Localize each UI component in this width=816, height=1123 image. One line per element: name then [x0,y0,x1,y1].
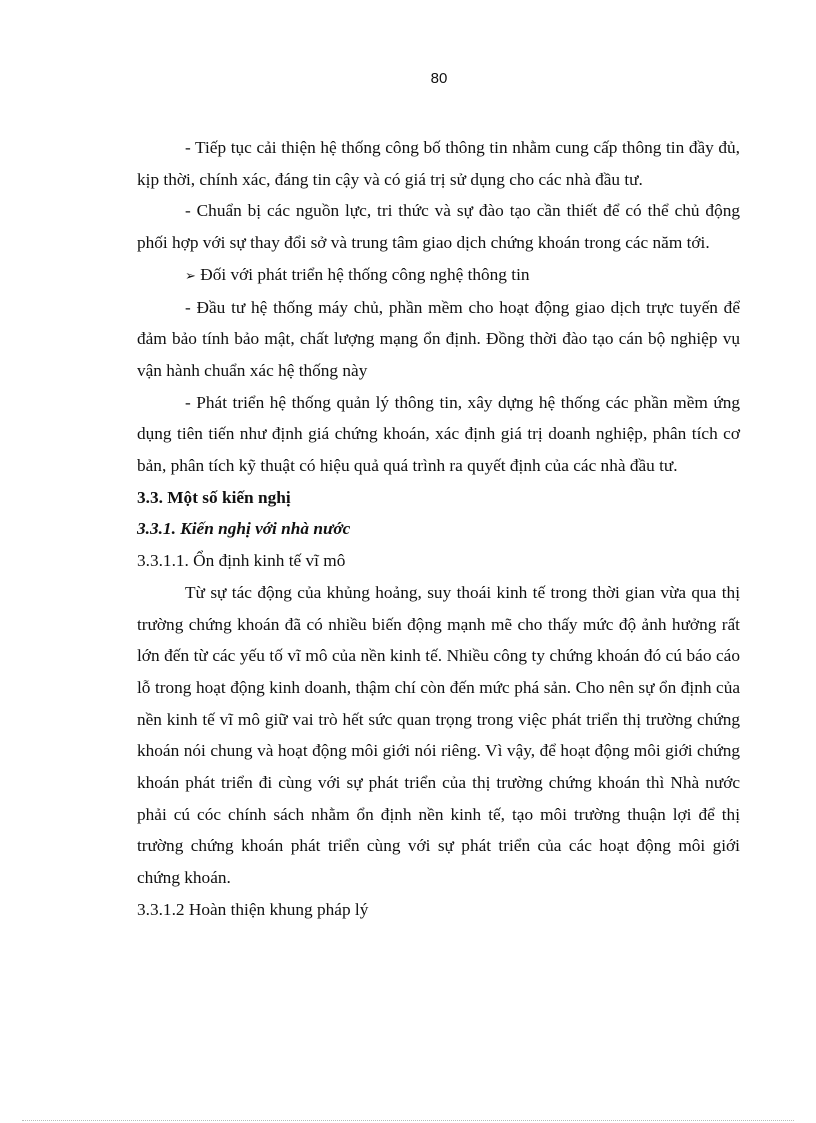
bullet-text: Đối với phát triển hệ thống công nghệ thông tin [200,264,530,284]
heading-3-3-1-1: 3.3.1.1. Ổn định kinh tế vĩ mô [137,551,346,571]
paragraph-disclosure: - Tiếp tục cải thiện hệ thống công bố thông tin nhằm cung cấp thông tin đầy đủ, kịp thời, chính xác, đáng tin cậy và có giá trị sử dụng cho các nhà đầu tư. [137,138,740,189]
paragraph-macro-stability: Từ sự tác động của khủng hoảng, suy thoái kinh tế trong thời gian vừa qua thị trường chứng khoán đã có nhiều biến động mạnh mẽ cho thấy mức độ ảnh hưởng rất lớn đến từ các yếu tố vĩ mô của nền kinh tế. Nhiều công ty chứng khoán đó cú báo cáo lỗ trong hoạt động kinh doanh, thậm chí còn đến mức phá sản. Cho nên sự ổn định của nền kinh tế vĩ mô giữ vai trò hết sức quan trọng trong việc phát triển thị trường chứng khoán nói chung và hoạt động môi giới nói riêng. Vì vậy, để hoạt động môi giới chứng khoán phát triển đi cùng với sự phát triển của thị trường chứng khoán thì Nhà nước phải cú cóc chính sách nhằm ổn định nền kinh tế, tạo môi trường thuận lợi để thị trường chứng khoán phát triển cùng với sự phát triển của các hoạt động môi giới chứng khoán. [137,582,740,888]
page-number: 80 [430,70,448,87]
bullet-it-development [137,259,740,292]
arrow-bullet-icon: ➢ [185,267,196,283]
heading-3-3-1: 3.3.1. Kiến nghị với nhà nước [137,519,351,539]
paragraph-servers: - Đầu tư hệ thống máy chủ, phần mềm cho hoạt động giao dịch trực tuyến để đảm bảo tính bảo mật, chất lượng mạng ổn định. Đồng thời đào tạo cán bộ nghiệp vụ vận hành chuẩn xác hệ thống này [137,297,740,380]
paragraph-resources: - Chuẩn bị các nguồn lực, tri thức và sự đào tạo cần thiết để có thể chủ động phối hợp với sự thay đổi sở và trung tâm giao dịch chứng khoán trong các năm tới. [137,201,740,253]
heading-3-3-1-2: 3.3.1.2 Hoàn thiện khung pháp lý [137,899,369,919]
heading-3-3: 3.3. Một số kiến nghị [137,487,291,507]
paragraph-info-systems: - Phát triển hệ thống quản lý thông tin, xây dựng hệ thống các phần mềm ứng dụng tiên tiến như định giá chứng khoán, xác định giá trị doanh nghiệp, phân tích cơ bản, phân tích kỹ thuật có hiệu quả quá trình ra quyết định của các nhà đầu tư. [137,392,740,476]
document-body [137,132,740,926]
page-bottom-border [22,1120,794,1121]
